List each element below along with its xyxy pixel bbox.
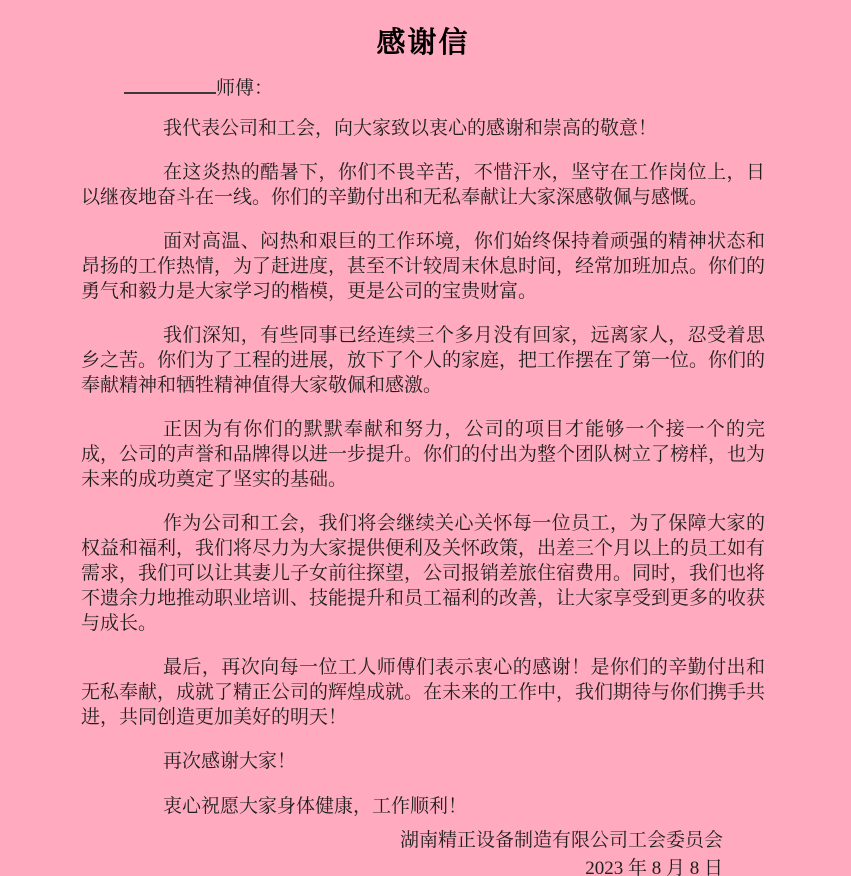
salutation-blank-underline	[124, 72, 216, 94]
signature-block	[81, 829, 765, 876]
salutation	[81, 72, 765, 102]
letter-paragraph: 最后，再次向每一位工人师傅们表示衷心的感谢！是你们的辛勤付出和无私奉献，成就了精正公司的辉煌成就。在未来的工作中，我们期待与你们携手共进，共同创造更加美好的明天！	[81, 657, 766, 728]
letter-paragraph: 正因为有你们的默默奉献和努力，公司的项目才能够一个接一个的完成，公司的声誉和品牌得以进一步提升。你们的付出为整个团队树立了榜样，也为未来的成功奠定了坚实的基础。	[81, 419, 766, 490]
signature-organization: 湖南精正设备制造有限公司工会委员会	[399, 830, 723, 851]
letter-paragraph: 我们深知，有些同事已经连续三个多月没有回家，远离家人，忍受着思乡之苦。你们为了工程的进展，放下了个人的家庭，把工作摆在了第一位。你们的奉献精神和牺牲精神值得大家敬佩和感激。	[81, 325, 766, 396]
closing-wishes-line: 衷心祝愿大家身体健康，工作顺利！	[163, 796, 468, 817]
letter-paragraph: 作为公司和工会，我们将会继续关心关怀每一位员工，为了保障大家的权益和福利，我们将尽力为大家提供便利及关怀政策，出差三个月以上的员工如有需求，我们可以让其妻儿子女前往探望，公司报销差旅住宿费用。同时，我们也将不遗余力地推动职业培训、技能提升和员工福利的改善，让大家享受到更多的收获与成长。	[81, 513, 766, 634]
closing-thanks-line: 再次感谢大家！	[163, 751, 297, 772]
salutation-label: 师傅：	[216, 78, 274, 99]
letter-title: 感谢信	[376, 27, 470, 59]
signature-date: 2023 年 8 月 8 日	[585, 858, 723, 876]
letter-paragraph: 我代表公司和工会，向大家致以衷心的感谢和崇高的敬意！	[163, 118, 658, 139]
letter-paragraph: 面对高温、闷热和艰巨的工作环境，你们始终保持着顽强的精神状态和昂扬的工作热情，为了赶进度，甚至不计较周末休息时间，经常加班加点。你们的勇气和毅力是大家学习的楷模，更是公司的宝贵财富。	[81, 231, 766, 302]
letter-paragraph: 在这炎热的酷暑下，你们不畏辛苦，不惜汗水，坚守在工作岗位上，日以继夜地奋斗在一线。你们的辛勤付出和无私奉献让大家深感敬佩与感慨。	[81, 162, 765, 208]
